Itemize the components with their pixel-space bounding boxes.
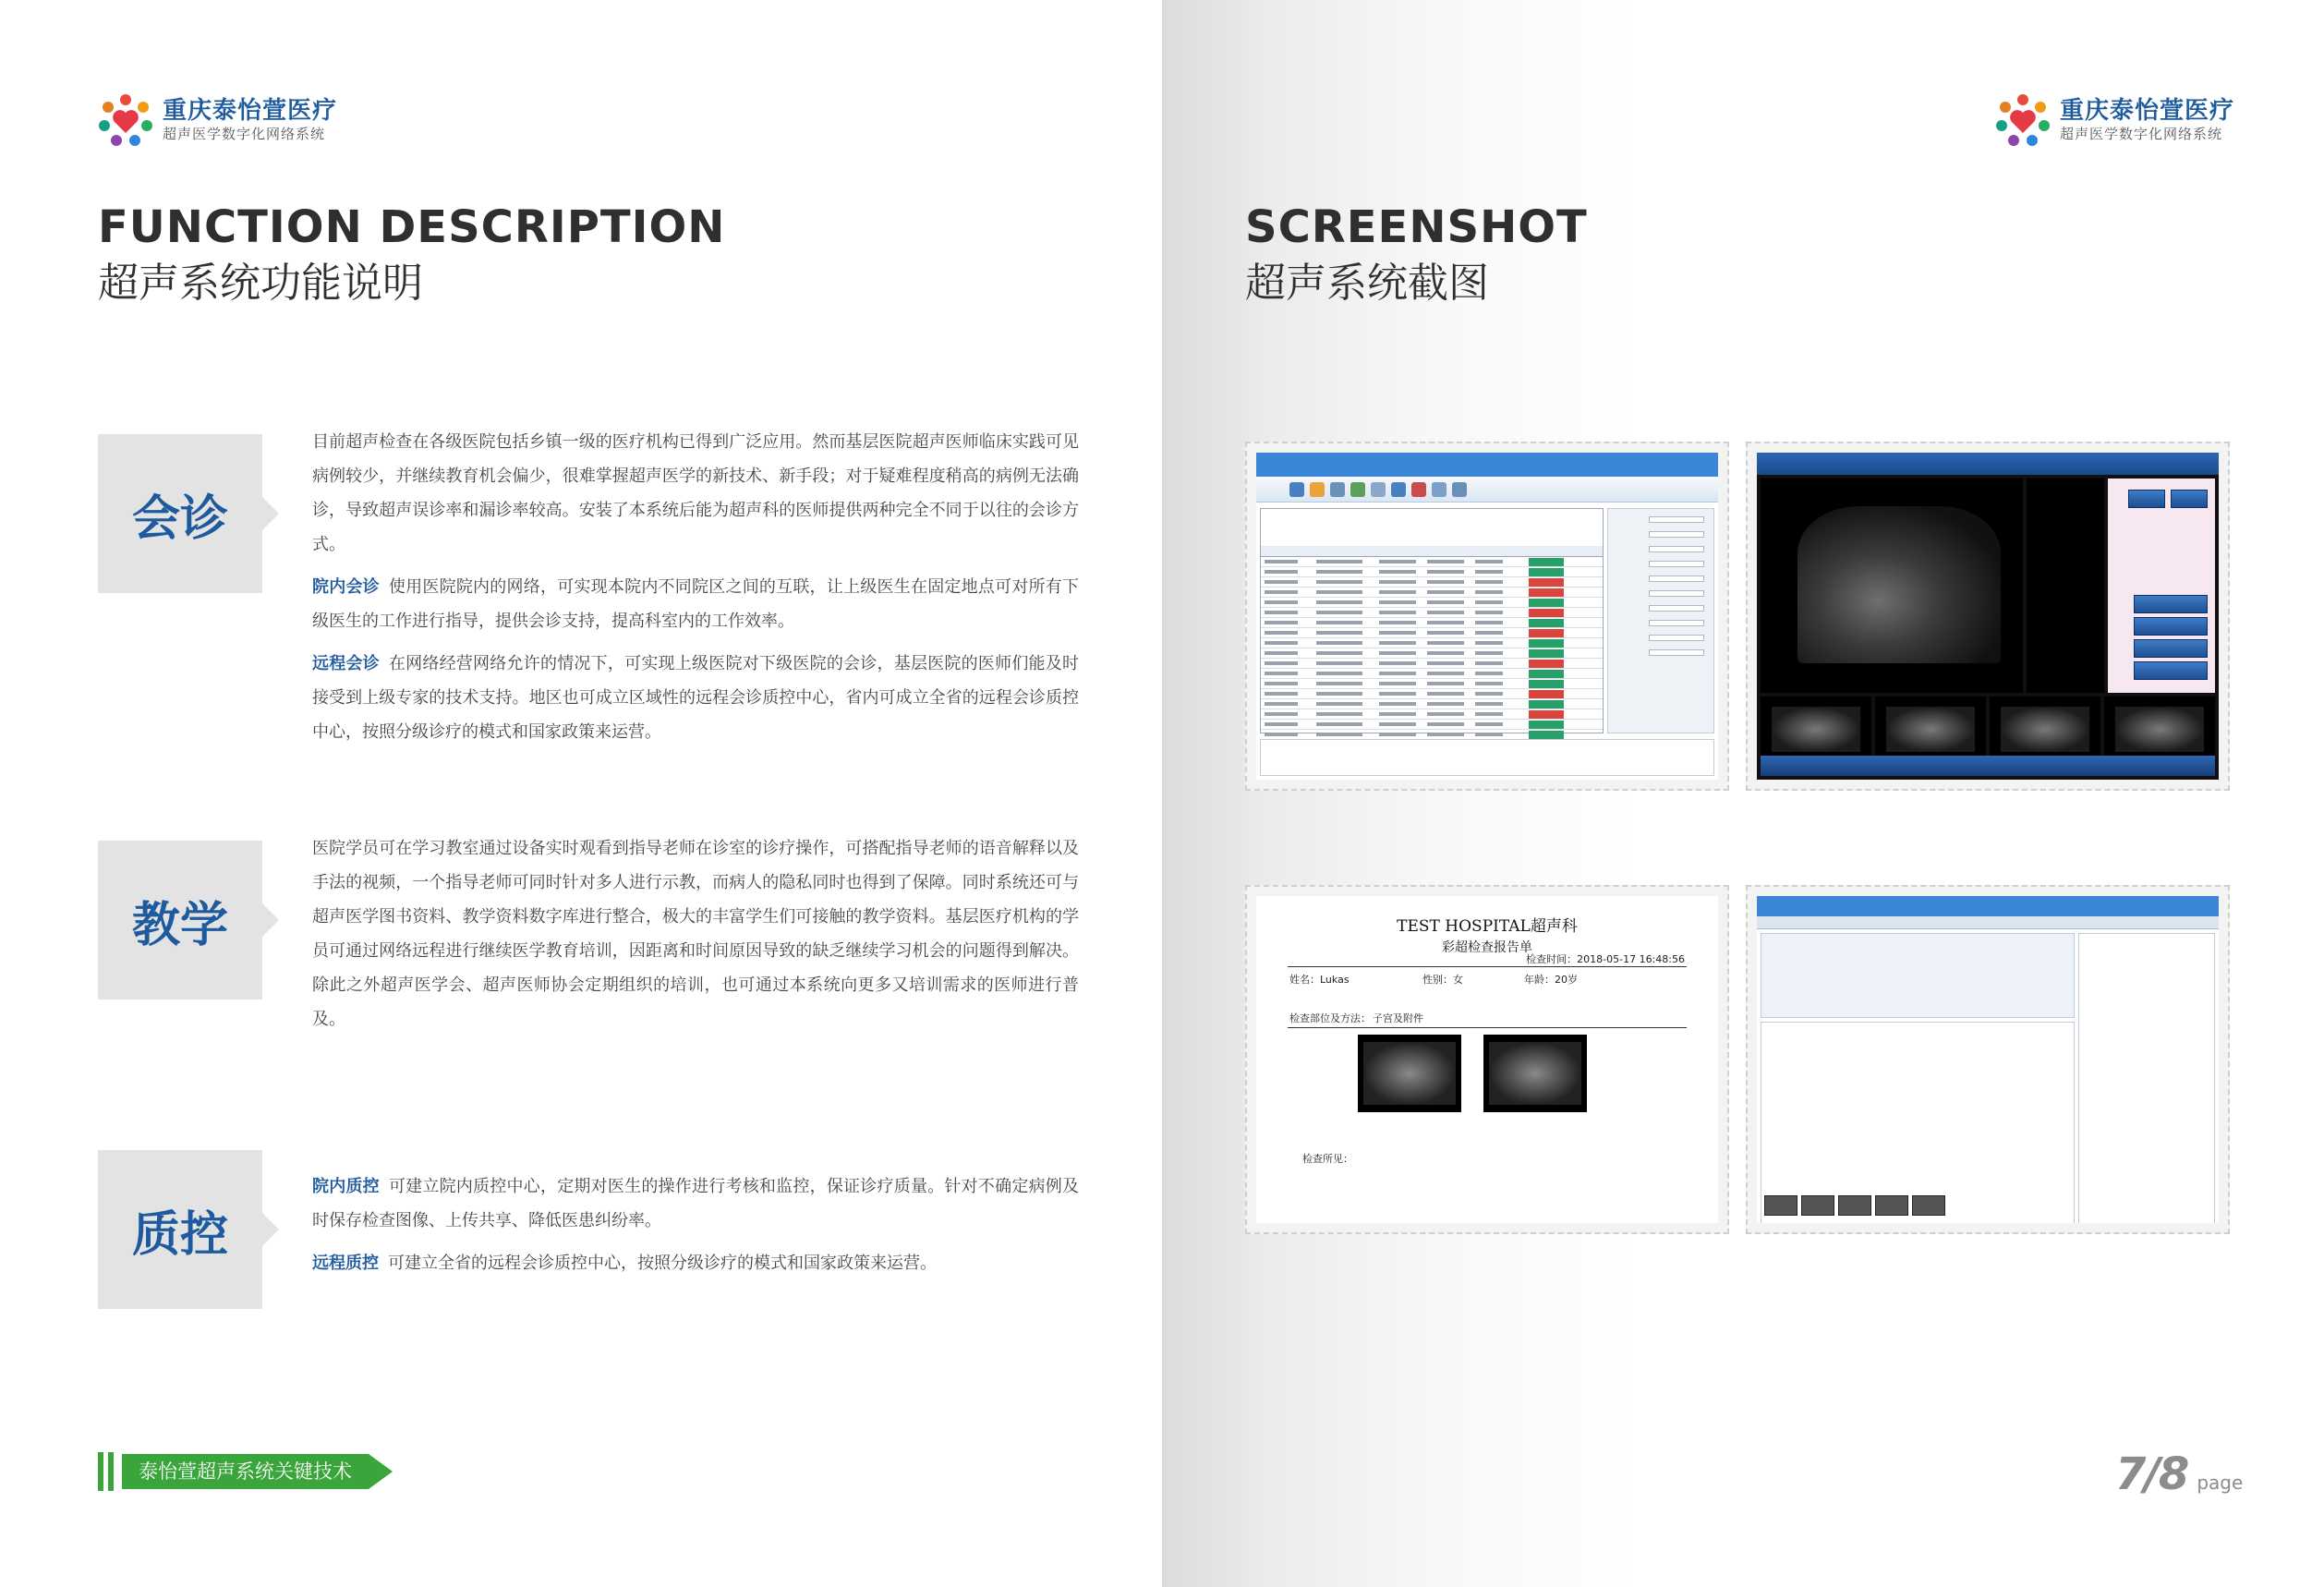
right-heading — [1245, 201, 1588, 310]
table-row[interactable] — [1261, 557, 1603, 567]
footer-label: 泰怡萱超声系统关键技术 — [122, 1454, 369, 1489]
table-row[interactable] — [1261, 659, 1603, 669]
left-heading — [98, 201, 725, 310]
paragraph: 远程会诊 在网络经营网络允许的情况下，可实现上级医院对下级医院的会诊，基层医院的医师们能及时接受到上级专家的技术支持。地区也可成立区域性的远程会诊质控中心，省内可成立全省的远程会诊质控中心，按照分级诊疗的模式和国家政策来运营。 — [312, 654, 1080, 742]
footer-tag — [98, 1452, 369, 1491]
heading-en: SCREENSHOT — [1245, 201, 1588, 253]
thumbnail-strip — [1761, 697, 2215, 761]
viewer-controls — [2108, 479, 2215, 693]
brand-subtitle: 超声医学数字化网络系统 — [163, 126, 326, 142]
report-method-label: 检查部位及方法： — [1289, 1012, 1371, 1024]
brand-logo-right — [1995, 92, 2234, 148]
heading-cn: 超声系统截图 — [1245, 260, 1489, 307]
report-date: 检查时间：2018-05-17 16:48:56 — [1526, 953, 1685, 965]
table-row[interactable] — [1261, 669, 1603, 679]
keyword: 院内会诊 — [312, 577, 380, 597]
screenshot-ultrasound-viewer — [1746, 442, 2230, 791]
keyword: 远程会诊 — [312, 654, 380, 673]
section-tag-teaching: 教学 — [98, 841, 262, 999]
section-tag-consultation: 会诊 — [98, 434, 262, 593]
section-text-teaching — [312, 831, 1079, 1045]
report-image — [1483, 1035, 1587, 1112]
report-name: 姓名：Lukas — [1289, 974, 1350, 986]
brand-logo — [98, 92, 337, 148]
screenshot-report — [1245, 885, 1729, 1234]
keyword: 远程质控 — [312, 1254, 379, 1273]
template-tree — [2078, 933, 2215, 1223]
paragraph: 院内质控 可建立院内质控中心，定期对医生的操作进行考核和监控，保证诊疗质量。针对不确定病例及时保存检查图像、上传共享、降低医患纠纷率。 — [312, 1177, 1080, 1230]
section-text-consultation — [312, 425, 1079, 757]
paragraph: 医院学员可在学习教室通过设备实时观看到指导老师在诊室的诊疗操作，可搭配指导老师的语音解释以及手法的视频，一个指导老师可同时针对多人进行示教，而病人的隐私同时也得到了保障。同时系统还可与超声医学图书资料、教学资料数字库进行整合，极大的丰富学生们可接触的教学资料。基层医疗机构的学员可通过网络远程进行继续医学教育培训，因距离和时间原因导致的缺乏继续学习机会的问题得到解决。除此之外超声医学会、超声医师协会定期组织的培训，也可通过本系统向更多又培训需求的医师进行普及。 — [312, 839, 1079, 1029]
keyword: 院内质控 — [312, 1177, 380, 1196]
brand-subtitle: 超声医学数字化网络系统 — [2060, 126, 2223, 142]
report-age: 年龄：20岁 — [1524, 974, 1578, 986]
table-row[interactable] — [1261, 709, 1603, 720]
section-text-quality-control — [312, 1169, 1079, 1289]
table-row[interactable] — [1261, 608, 1603, 618]
table-row[interactable] — [1261, 588, 1603, 598]
page-number: 7/8 page — [2115, 1448, 2244, 1500]
report-findings-label: 检查所见： — [1302, 1153, 1353, 1165]
report-title: TEST HOSPITAL超声科 — [1397, 917, 1578, 936]
brand-name: 重庆泰怡萱医疗 — [2060, 97, 2235, 125]
paragraph: 目前超声检查在各级医院包括乡镇一级的医疗机构已得到广泛应用。然而基层医院超声医师临床实践可见病例较少，并继续教育机会偏少，很难掌握超声医学的新技术、新手段；对于疑难程度稍高的病例无法确诊，导致超声误诊率和漏诊率较高。安装了本系统后能为超声科的医师提供两种完全不同于以往的会诊方式。 — [312, 432, 1079, 554]
ultrasound-image — [1761, 479, 2023, 693]
heading-cn: 超声系统功能说明 — [98, 260, 423, 307]
table-row[interactable] — [1261, 648, 1603, 659]
report-method-value: 子宫及附件 — [1373, 1012, 1423, 1024]
table-row[interactable] — [1261, 567, 1603, 577]
table-row[interactable] — [1261, 618, 1603, 628]
logo-heart-icon — [1995, 92, 2051, 148]
table-row[interactable] — [1261, 699, 1603, 709]
patient-table — [1260, 508, 1604, 733]
report-subtitle: 彩超检查报告单 — [1442, 940, 1532, 955]
logo-heart-icon — [98, 92, 153, 148]
table-row[interactable] — [1261, 679, 1603, 689]
screenshot-report-editor — [1746, 885, 2230, 1234]
exam-form — [1761, 933, 2075, 1018]
section-tag-quality-control: 质控 — [98, 1150, 262, 1309]
table-row[interactable] — [1261, 598, 1603, 608]
heading-en: FUNCTION DESCRIPTION — [98, 201, 726, 253]
findings-area — [1761, 1022, 2075, 1223]
screenshot-patient-list — [1245, 442, 1729, 791]
image-strip — [1761, 1195, 2215, 1219]
brand-name: 重庆泰怡萱医疗 — [163, 97, 338, 125]
app-toolbar — [1256, 477, 1718, 503]
patient-form — [1607, 508, 1714, 733]
report-image — [1358, 1035, 1461, 1112]
table-row[interactable] — [1261, 689, 1603, 699]
paragraph: 院内会诊 使用医院院内的网络，可实现本院内不同院区之间的互联，让上级医生在固定地点可对所有下级医生的工作进行指导，提供会诊支持，提高科室内的工作效率。 — [312, 577, 1080, 631]
table-row[interactable] — [1261, 720, 1603, 730]
paragraph: 远程质控 可建立全省的远程会诊质控中心，按照分级诊疗的模式和国家政策来运营。 — [312, 1254, 937, 1273]
table-row[interactable] — [1261, 628, 1603, 638]
report-gender: 性别：女 — [1422, 974, 1463, 986]
table-row[interactable] — [1261, 577, 1603, 588]
table-row[interactable] — [1261, 638, 1603, 648]
